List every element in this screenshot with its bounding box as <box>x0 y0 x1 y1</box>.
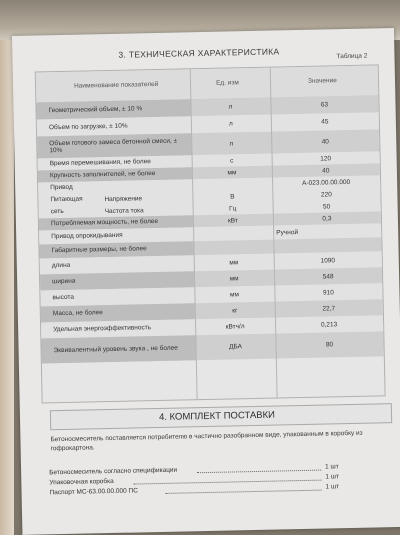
spec-unit: л <box>228 120 233 128</box>
spec-name: длина <box>51 262 71 270</box>
spec-name: Объем готового замеса бетонной смеси, ± 10% <box>37 133 191 158</box>
delivery-items <box>49 462 390 499</box>
spec-name: Привод <box>50 184 73 192</box>
spec-name: высота <box>52 294 75 302</box>
spec-name: Крупность заполнителей, не более <box>38 167 192 182</box>
spec-subname: Напряжение <box>104 194 143 203</box>
delivery-item-qty: 1 шт <box>325 473 340 481</box>
spec-unit: мм <box>229 258 239 266</box>
document-page <box>12 28 400 535</box>
section-4-title: 4. КОМПЛЕКТ ПОСТАВКИ <box>158 409 276 424</box>
spec-unit: мм <box>227 168 237 177</box>
spec-name: Объем по загрузке, ± 10% <box>48 122 128 131</box>
spec-name: ширина <box>40 271 194 290</box>
spec-name: Масса, не более <box>41 303 195 322</box>
spec-name: Габаритные размеры, не более <box>39 241 193 258</box>
spec-unit: мм <box>229 274 239 282</box>
dot-leader <box>166 490 322 494</box>
spec-value: 548 <box>322 272 334 281</box>
spec-unit: Гц <box>228 204 237 212</box>
spec-name: Удельная энергоэффективность <box>53 324 152 334</box>
spec-unit: л <box>229 139 234 147</box>
spec-value: 80 <box>325 341 334 349</box>
header-name: Наименование показателей <box>73 80 159 90</box>
spec-value: 63 <box>320 101 329 109</box>
spec-value: 1090 <box>320 256 336 265</box>
section-3-title: 3. ТЕХНИЧЕСКАЯ ХАРАКТЕРИСТИКА <box>118 46 280 60</box>
spec-subname: Частота тока <box>104 206 144 215</box>
spec-value: 45 <box>321 118 329 126</box>
spec-name: Время перемешивания, не более <box>49 158 151 168</box>
spec-name: сеть <box>50 208 64 216</box>
delivery-item-qty: 1 шт <box>325 483 340 491</box>
delivery-item-label: Упаковочная коробка <box>49 477 114 487</box>
background-left <box>0 40 14 535</box>
spec-unit: л <box>228 103 233 111</box>
header-value: Значение <box>307 77 337 85</box>
spec-table <box>35 64 386 403</box>
spec-span-value: Ручной <box>276 228 299 237</box>
spec-name: Питающая <box>50 195 83 204</box>
spec-value: 22,7 <box>322 304 336 313</box>
spec-name: Привод опрокидывания <box>51 231 123 241</box>
spec-unit: кВт <box>227 216 238 225</box>
spec-unit: мм <box>229 290 240 298</box>
spec-value: 220 <box>320 190 332 199</box>
spec-value: 910 <box>322 288 334 297</box>
dot-leader <box>197 470 321 474</box>
spec-unit: кг <box>232 306 238 314</box>
spec-name: Эквивалентный уровень звука , не более <box>41 335 195 363</box>
delivery-item-qty: 1 шт <box>325 463 339 471</box>
spec-value: 40 <box>322 166 330 175</box>
header-unit: Ед. изм <box>215 79 239 87</box>
spec-unit: ДБА <box>229 343 243 351</box>
spec-value: 0,213 <box>320 320 338 329</box>
spec-unit: с <box>229 156 234 164</box>
spec-value: А-023.00.00.000 <box>302 178 351 187</box>
section-4-header <box>50 403 392 430</box>
spec-name: Геометрический объем, ± 10 % <box>36 99 190 119</box>
spec-unit: В <box>230 192 235 200</box>
spec-value: 0,3 <box>322 214 332 223</box>
delivery-text: Бетоносмеситель поставляется потребителю в частично разобранном виде, упакованным в коробку из гофрокартона. <box>50 429 363 453</box>
delivery-item-label: Паспорт МС-63.00.00.000 ПС <box>49 487 138 497</box>
spec-value: 120 <box>320 154 332 163</box>
spec-value: 50 <box>322 202 331 211</box>
spec-name: Потребляемая мощность, не более <box>39 215 193 230</box>
table-label: Таблица 2 <box>336 52 368 61</box>
spec-unit: кВтч/л <box>225 322 245 331</box>
spec-value: 40 <box>321 137 329 146</box>
delivery-item-label: Бетоносмеситель согласно спецификации <box>49 466 178 477</box>
